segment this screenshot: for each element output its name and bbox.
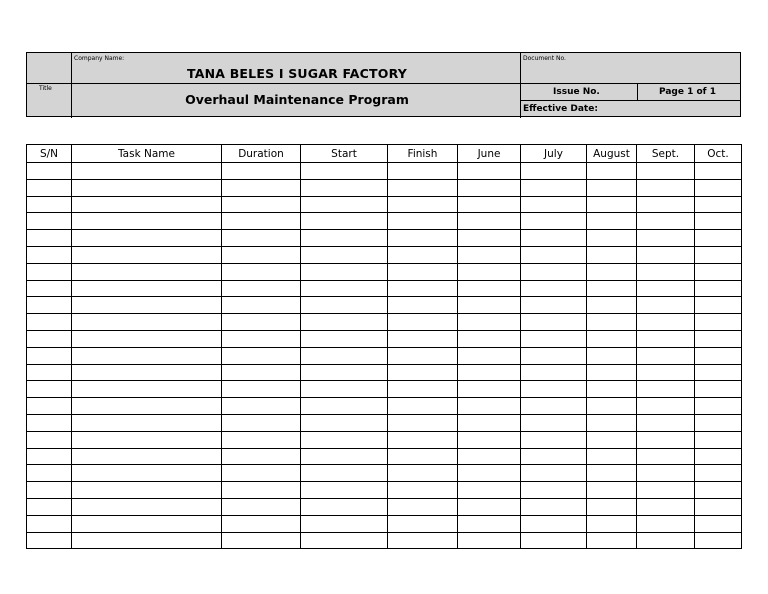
table-cell[interactable] <box>637 347 695 364</box>
table-cell[interactable] <box>695 230 742 247</box>
table-cell[interactable] <box>587 364 637 381</box>
table-row <box>27 246 742 263</box>
table-cell[interactable] <box>301 263 388 280</box>
table-cell[interactable] <box>301 398 388 415</box>
column-header: Duration <box>222 145 301 163</box>
table-cell[interactable] <box>388 347 458 364</box>
table-cell[interactable] <box>72 263 222 280</box>
table-cell[interactable] <box>695 532 742 549</box>
table-cell[interactable] <box>637 330 695 347</box>
table-cell[interactable] <box>222 381 301 398</box>
table-cell[interactable] <box>458 263 521 280</box>
table-cell[interactable] <box>301 448 388 465</box>
table-cell[interactable] <box>521 431 587 448</box>
table-cell[interactable] <box>388 263 458 280</box>
table-cell[interactable] <box>695 431 742 448</box>
table-cell[interactable] <box>521 515 587 532</box>
table-cell[interactable] <box>521 297 587 314</box>
table-cell[interactable] <box>637 280 695 297</box>
table-cell[interactable] <box>72 347 222 364</box>
table-cell[interactable] <box>587 163 637 180</box>
table-cell[interactable] <box>301 498 388 515</box>
table-cell[interactable] <box>521 448 587 465</box>
column-header: Sept. <box>637 145 695 163</box>
table-cell[interactable] <box>388 230 458 247</box>
table-cell[interactable] <box>695 314 742 331</box>
table-cell[interactable] <box>388 465 458 482</box>
table-cell[interactable] <box>72 482 222 499</box>
table-cell[interactable] <box>388 196 458 213</box>
table-cell[interactable] <box>587 414 637 431</box>
column-header: Oct. <box>695 145 742 163</box>
table-cell[interactable] <box>388 431 458 448</box>
table-cell[interactable] <box>27 314 72 331</box>
header-divider <box>71 53 72 118</box>
table-cell[interactable] <box>301 532 388 549</box>
table-cell[interactable] <box>587 498 637 515</box>
table-cell[interactable] <box>521 465 587 482</box>
table-cell[interactable] <box>521 246 587 263</box>
table-cell[interactable] <box>72 246 222 263</box>
table-cell[interactable] <box>388 482 458 499</box>
table-cell[interactable] <box>222 364 301 381</box>
table-cell[interactable] <box>222 465 301 482</box>
table-cell[interactable] <box>301 431 388 448</box>
table-row <box>27 465 742 482</box>
table-cell[interactable] <box>458 246 521 263</box>
table-cell[interactable] <box>222 263 301 280</box>
table-row <box>27 532 742 549</box>
table-cell[interactable] <box>637 431 695 448</box>
table-cell[interactable] <box>637 448 695 465</box>
table-cell[interactable] <box>222 431 301 448</box>
table-cell[interactable] <box>637 482 695 499</box>
table-row <box>27 263 742 280</box>
table-cell[interactable] <box>27 163 72 180</box>
table-cell[interactable] <box>301 347 388 364</box>
table-cell[interactable] <box>637 381 695 398</box>
table-cell[interactable] <box>521 414 587 431</box>
table-row <box>27 330 742 347</box>
table-cell[interactable] <box>637 515 695 532</box>
table-cell[interactable] <box>388 532 458 549</box>
table-row <box>27 230 742 247</box>
table-cell[interactable] <box>458 465 521 482</box>
table-cell[interactable] <box>637 179 695 196</box>
table-row <box>27 297 742 314</box>
effective-date-label: Effective Date: <box>523 104 598 114</box>
table-cell[interactable] <box>72 381 222 398</box>
table-cell[interactable] <box>222 515 301 532</box>
table-cell[interactable] <box>695 347 742 364</box>
table-cell[interactable] <box>388 515 458 532</box>
table-cell[interactable] <box>301 163 388 180</box>
table-cell[interactable] <box>72 230 222 247</box>
header-divider <box>27 83 740 84</box>
table-cell[interactable] <box>222 196 301 213</box>
table-cell[interactable] <box>388 364 458 381</box>
table-cell[interactable] <box>458 179 521 196</box>
table-cell[interactable] <box>27 465 72 482</box>
table-row <box>27 347 742 364</box>
company-name-label: Company Name: <box>74 55 125 62</box>
table-cell[interactable] <box>637 314 695 331</box>
table-cell[interactable] <box>222 330 301 347</box>
table-cell[interactable] <box>587 347 637 364</box>
table-cell[interactable] <box>521 163 587 180</box>
table-cell[interactable] <box>27 230 72 247</box>
table-cell[interactable] <box>27 280 72 297</box>
table-cell[interactable] <box>222 482 301 499</box>
table-cell[interactable] <box>637 213 695 230</box>
table-cell[interactable] <box>301 280 388 297</box>
table-cell[interactable] <box>587 246 637 263</box>
table-cell[interactable] <box>637 246 695 263</box>
table-cell[interactable] <box>301 196 388 213</box>
page-number: Page 1 of 1 <box>659 87 716 97</box>
table-cell[interactable] <box>695 515 742 532</box>
table-cell[interactable] <box>222 314 301 331</box>
table-cell[interactable] <box>388 314 458 331</box>
table-cell[interactable] <box>72 314 222 331</box>
table-cell[interactable] <box>695 364 742 381</box>
table-cell[interactable] <box>458 482 521 499</box>
table-cell[interactable] <box>521 230 587 247</box>
column-header: Finish <box>388 145 458 163</box>
table-cell[interactable] <box>222 347 301 364</box>
table-cell[interactable] <box>27 448 72 465</box>
column-header: Start <box>301 145 388 163</box>
table-cell[interactable] <box>521 398 587 415</box>
table-cell[interactable] <box>27 297 72 314</box>
header-divider <box>637 83 638 101</box>
column-header: July <box>521 145 587 163</box>
table-cell[interactable] <box>587 213 637 230</box>
table-cell[interactable] <box>695 448 742 465</box>
program-title: Overhaul Maintenance Program <box>185 92 409 107</box>
table-cell[interactable] <box>72 448 222 465</box>
table-row <box>27 448 742 465</box>
table-cell[interactable] <box>388 280 458 297</box>
table-cell[interactable] <box>301 482 388 499</box>
table-cell[interactable] <box>521 498 587 515</box>
table-cell[interactable] <box>587 280 637 297</box>
column-header: August <box>587 145 637 163</box>
table-cell[interactable] <box>695 280 742 297</box>
table-cell[interactable] <box>587 179 637 196</box>
table-cell[interactable] <box>388 163 458 180</box>
table-cell[interactable] <box>695 163 742 180</box>
document-header <box>26 52 741 117</box>
header-divider <box>520 53 521 118</box>
table-cell[interactable] <box>301 314 388 331</box>
table-cell[interactable] <box>458 163 521 180</box>
table-cell[interactable] <box>695 263 742 280</box>
table-cell[interactable] <box>521 179 587 196</box>
table-cell[interactable] <box>521 213 587 230</box>
table-cell[interactable] <box>301 364 388 381</box>
table-cell[interactable] <box>587 330 637 347</box>
table-cell[interactable] <box>521 532 587 549</box>
table-cell[interactable] <box>388 498 458 515</box>
table-cell[interactable] <box>301 179 388 196</box>
table-cell[interactable] <box>27 414 72 431</box>
table-cell[interactable] <box>521 280 587 297</box>
table-cell[interactable] <box>695 213 742 230</box>
table-cell[interactable] <box>301 297 388 314</box>
table-row <box>27 179 742 196</box>
table-cell[interactable] <box>587 196 637 213</box>
table-row <box>27 163 742 180</box>
table-cell[interactable] <box>388 246 458 263</box>
table-cell[interactable] <box>72 179 222 196</box>
table-cell[interactable] <box>222 448 301 465</box>
table-cell[interactable] <box>301 515 388 532</box>
table-cell[interactable] <box>587 314 637 331</box>
table-cell[interactable] <box>458 196 521 213</box>
table-cell[interactable] <box>458 280 521 297</box>
table-cell[interactable] <box>521 482 587 499</box>
table-cell[interactable] <box>27 263 72 280</box>
table-cell[interactable] <box>521 364 587 381</box>
column-header: Task Name <box>72 145 222 163</box>
table-cell[interactable] <box>301 465 388 482</box>
table-cell[interactable] <box>695 398 742 415</box>
table-cell[interactable] <box>222 532 301 549</box>
document-no-label: Document No. <box>523 55 566 62</box>
table-cell[interactable] <box>637 163 695 180</box>
table-cell[interactable] <box>72 213 222 230</box>
table-cell[interactable] <box>458 431 521 448</box>
table-cell[interactable] <box>222 246 301 263</box>
table-cell[interactable] <box>458 213 521 230</box>
table-cell[interactable] <box>637 498 695 515</box>
table-cell[interactable] <box>27 347 72 364</box>
table-cell[interactable] <box>27 330 72 347</box>
table-row <box>27 482 742 499</box>
table-cell[interactable] <box>72 532 222 549</box>
table-cell[interactable] <box>637 414 695 431</box>
table-row <box>27 364 742 381</box>
table-cell[interactable] <box>27 196 72 213</box>
table-cell[interactable] <box>695 246 742 263</box>
table-cell[interactable] <box>72 163 222 180</box>
table-cell[interactable] <box>27 532 72 549</box>
table-cell[interactable] <box>301 381 388 398</box>
table-cell[interactable] <box>458 398 521 415</box>
table-cell[interactable] <box>388 213 458 230</box>
table-cell[interactable] <box>222 213 301 230</box>
table-cell[interactable] <box>637 465 695 482</box>
table-row <box>27 515 742 532</box>
table-cell[interactable] <box>388 448 458 465</box>
table-cell[interactable] <box>637 263 695 280</box>
table-cell[interactable] <box>458 515 521 532</box>
table-cell[interactable] <box>637 297 695 314</box>
schedule-table <box>26 144 742 549</box>
table-cell[interactable] <box>222 230 301 247</box>
table-cell[interactable] <box>521 263 587 280</box>
issue-no-label: Issue No. <box>553 87 600 97</box>
table-cell[interactable] <box>695 196 742 213</box>
table-cell[interactable] <box>222 398 301 415</box>
table-row <box>27 280 742 297</box>
table-cell[interactable] <box>587 431 637 448</box>
table-cell[interactable] <box>521 330 587 347</box>
table-row <box>27 498 742 515</box>
table-cell[interactable] <box>72 364 222 381</box>
table-cell[interactable] <box>72 196 222 213</box>
table-cell[interactable] <box>27 431 72 448</box>
table-cell[interactable] <box>27 498 72 515</box>
table-cell[interactable] <box>695 381 742 398</box>
table-cell[interactable] <box>521 347 587 364</box>
table-cell[interactable] <box>222 414 301 431</box>
table-cell[interactable] <box>72 414 222 431</box>
table-cell[interactable] <box>637 230 695 247</box>
table-cell[interactable] <box>587 263 637 280</box>
table-cell[interactable] <box>72 280 222 297</box>
table-row <box>27 398 742 415</box>
table-row <box>27 213 742 230</box>
table-cell[interactable] <box>637 398 695 415</box>
table-cell[interactable] <box>695 465 742 482</box>
table-row <box>27 414 742 431</box>
table-cell[interactable] <box>521 381 587 398</box>
table-cell[interactable] <box>388 179 458 196</box>
table-cell[interactable] <box>72 398 222 415</box>
table-cell[interactable] <box>72 297 222 314</box>
table-cell[interactable] <box>388 330 458 347</box>
table-cell[interactable] <box>27 179 72 196</box>
table-cell[interactable] <box>458 330 521 347</box>
table-cell[interactable] <box>587 465 637 482</box>
column-header: S/N <box>27 145 72 163</box>
table-cell[interactable] <box>458 347 521 364</box>
table-cell[interactable] <box>458 230 521 247</box>
table-cell[interactable] <box>388 381 458 398</box>
table-row <box>27 314 742 331</box>
table-cell[interactable] <box>222 280 301 297</box>
table-cell[interactable] <box>587 398 637 415</box>
table-cell[interactable] <box>72 431 222 448</box>
table-cell[interactable] <box>27 381 72 398</box>
table-cell[interactable] <box>27 364 72 381</box>
table-cell[interactable] <box>695 330 742 347</box>
table-body <box>27 163 742 549</box>
table-cell[interactable] <box>27 515 72 532</box>
table-cell[interactable] <box>587 381 637 398</box>
table-cell[interactable] <box>587 230 637 247</box>
table-cell[interactable] <box>695 297 742 314</box>
table-cell[interactable] <box>27 213 72 230</box>
table-cell[interactable] <box>27 482 72 499</box>
table-cell[interactable] <box>587 532 637 549</box>
table-cell[interactable] <box>695 179 742 196</box>
table-cell[interactable] <box>637 364 695 381</box>
column-header: June <box>458 145 521 163</box>
table-cell[interactable] <box>388 398 458 415</box>
table-cell[interactable] <box>72 515 222 532</box>
table-cell[interactable] <box>301 230 388 247</box>
table-cell[interactable] <box>222 179 301 196</box>
table-cell[interactable] <box>72 330 222 347</box>
table-cell[interactable] <box>637 196 695 213</box>
table-row <box>27 381 742 398</box>
table-cell[interactable] <box>521 314 587 331</box>
table-cell[interactable] <box>458 381 521 398</box>
table-cell[interactable] <box>637 532 695 549</box>
table-cell[interactable] <box>301 330 388 347</box>
table-cell[interactable] <box>521 196 587 213</box>
table-cell[interactable] <box>458 297 521 314</box>
table-cell[interactable] <box>587 515 637 532</box>
table-cell[interactable] <box>458 314 521 331</box>
table-cell[interactable] <box>301 414 388 431</box>
table-cell[interactable] <box>458 498 521 515</box>
header-divider <box>520 100 740 101</box>
table-cell[interactable] <box>458 448 521 465</box>
table-cell[interactable] <box>587 448 637 465</box>
table-cell[interactable] <box>27 398 72 415</box>
table-cell[interactable] <box>695 414 742 431</box>
table-cell[interactable] <box>301 246 388 263</box>
table-cell[interactable] <box>388 414 458 431</box>
table-cell[interactable] <box>72 465 222 482</box>
table-cell[interactable] <box>222 297 301 314</box>
company-name: TANA BELES I SUGAR FACTORY <box>186 66 407 81</box>
table-cell[interactable] <box>222 498 301 515</box>
table-cell[interactable] <box>458 414 521 431</box>
table-cell[interactable] <box>72 498 222 515</box>
table-row <box>27 431 742 448</box>
table-cell[interactable] <box>458 532 521 549</box>
table-cell[interactable] <box>222 163 301 180</box>
table-cell[interactable] <box>695 482 742 499</box>
table-cell[interactable] <box>695 498 742 515</box>
title-label: Title <box>39 85 52 92</box>
table-cell[interactable] <box>27 246 72 263</box>
table-header-row <box>27 145 742 163</box>
table-row <box>27 196 742 213</box>
table-cell[interactable] <box>458 364 521 381</box>
table-cell[interactable] <box>388 297 458 314</box>
table-cell[interactable] <box>587 482 637 499</box>
table-cell[interactable] <box>301 213 388 230</box>
table-cell[interactable] <box>587 297 637 314</box>
